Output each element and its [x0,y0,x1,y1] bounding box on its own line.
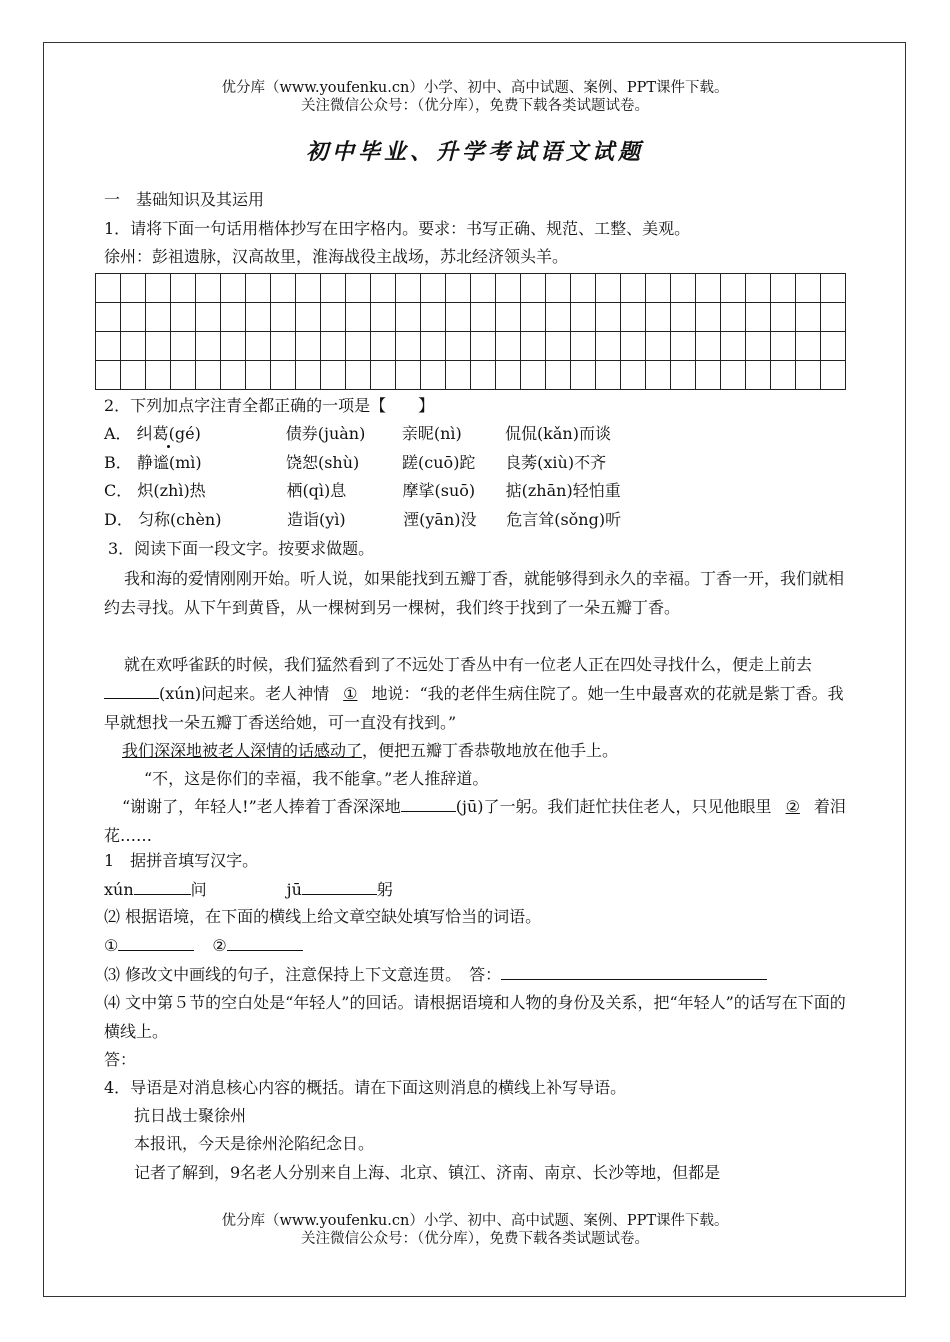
grid-cell[interactable] [521,303,546,332]
option-item: 蹉(cuō)跎 [402,453,476,472]
blank-xun[interactable] [104,683,159,699]
underlined-sentence: 我们深深地被老人深情的话感动了 [122,741,363,760]
option-b[interactable] [104,453,606,473]
answer-line-2[interactable] [227,935,303,951]
grid-cell[interactable] [321,274,346,303]
news-line-2: 记者了解到，9名老人分别来自上海、北京、镇江、济南、南京、长沙等地，但都是 [134,1163,721,1182]
grid-cell[interactable] [321,361,346,390]
writing-grid[interactable] [95,273,846,390]
grid-cell[interactable] [346,303,371,332]
grid-cell[interactable] [371,274,396,303]
grid-cell[interactable] [621,332,646,361]
grid-cell[interactable] [221,274,246,303]
grid-cell[interactable] [721,303,746,332]
grid-cell[interactable] [296,274,321,303]
grid-cell[interactable] [171,332,196,361]
grid-cell[interactable] [271,274,296,303]
grid-cell[interactable] [321,332,346,361]
grid-cell[interactable] [696,274,721,303]
grid-cell[interactable] [271,303,296,332]
grid-cell[interactable] [246,303,271,332]
grid-cell[interactable] [546,274,571,303]
answer-label: 答： [104,1050,137,1069]
grid-cell[interactable] [371,332,396,361]
grid-cell[interactable] [171,303,196,332]
grid-cell[interactable] [721,332,746,361]
grid-cell[interactable] [196,274,221,303]
grid-cell[interactable] [146,361,171,390]
grid-cell[interactable] [396,303,421,332]
grid-row [96,303,846,332]
option-item: 匀称(chèn) [137,510,222,529]
option-item: 掂(zhān)轻怕重 [505,481,621,500]
passage-paragraph-5: “谢谢了，年轻人!”老人捧着丁香深深地 (jū)了一躬。我们赶忙扶住老人，只见他眼里 ② 着泪花…… [104,797,846,845]
grid-cell[interactable] [571,361,596,390]
grid-cell[interactable] [121,332,146,361]
grid-cell[interactable] [471,303,496,332]
option-item: 危言耸(sǒng)听 [506,510,622,529]
grid-cell[interactable] [696,332,721,361]
grid-cell[interactable] [796,274,821,303]
grid-cell[interactable] [821,274,846,303]
grid-cell[interactable] [646,274,671,303]
grid-cell[interactable] [146,274,171,303]
grid-cell[interactable] [621,303,646,332]
grid-cell[interactable] [596,274,621,303]
grid-cell[interactable] [146,332,171,361]
grid-cell[interactable] [721,274,746,303]
grid-cell[interactable] [571,303,596,332]
grid-cell[interactable] [346,274,371,303]
grid-cell[interactable] [121,274,146,303]
grid-cell[interactable] [171,361,196,390]
answer-line-1[interactable] [118,935,194,951]
grid-cell[interactable] [596,332,621,361]
passage-paragraph-2: 就在欢呼雀跃的时候，我们猛然看到了不远处丁香丛中有一位老人正在四处寻找什么，便走上前去(xún)问起来。老人神情 ① 地说：“我的老伴生病住院了。她一生中最喜欢的花就是紫丁香。我早就想找一朵五瓣丁香送给她，可一直没有找到。” [104,655,844,732]
grid-cell[interactable] [396,332,421,361]
grid-cell[interactable] [721,361,746,390]
grid-cell[interactable] [746,274,771,303]
grid-cell[interactable] [546,332,571,361]
option-c[interactable] [104,481,621,501]
sub-question-4: ⑷ 文中第５节的空白处是“年轻人”的回话。请根据语境和人物的身份及关系，把“年轻人”的话写在下面的横线上。 [104,993,846,1041]
grid-cell[interactable] [746,332,771,361]
grid-cell[interactable] [596,361,621,390]
option-a[interactable] [104,424,611,444]
grid-cell[interactable] [821,361,846,390]
grid-cell[interactable] [471,332,496,361]
option-item: 亲昵(nì) [401,424,462,443]
grid-cell[interactable] [246,361,271,390]
grid-cell[interactable] [521,332,546,361]
footer-line-2: 关注微信公众号：（优分库），免费下载各类试题试卷。 [301,1231,649,1247]
grid-cell[interactable] [596,303,621,332]
grid-cell[interactable] [421,361,446,390]
grid-cell[interactable] [196,361,221,390]
grid-cell[interactable] [271,361,296,390]
blank-1[interactable]: ① [343,684,358,703]
grid-cell[interactable] [771,332,796,361]
grid-cell[interactable] [421,274,446,303]
grid-cell[interactable] [546,361,571,390]
grid-cell[interactable] [96,332,121,361]
grid-cell[interactable] [446,361,471,390]
grid-cell[interactable] [196,303,221,332]
grid-cell[interactable] [571,332,596,361]
sub-question-1: 1 据拼音填写汉字。 [104,851,259,870]
option-item: 侃侃(kǎn)而谈 [504,424,611,443]
grid-cell[interactable] [796,361,821,390]
grid-cell[interactable] [221,361,246,390]
grid-cell[interactable] [371,361,396,390]
grid-cell[interactable] [121,303,146,332]
answer-line-ju[interactable] [302,879,377,895]
header-line-1: 优分库（www.youfenku.cn）小学、初中、高中试题、案例、PPT课件下载。 [221,80,729,96]
passage-paragraph-1: 我和海的爱情刚刚开始。听人说，如果能找到五瓣丁香，就能够得到永久的幸福。丁香一开，我们就相约去寻找。从下午到黄昏，从一棵树到另一棵树，我们终于找到了一朵五瓣丁香。 [104,569,845,617]
grid-cell[interactable] [821,303,846,332]
section-heading: 一 基础知识及其运用 [104,190,265,209]
grid-cell[interactable] [396,274,421,303]
passage-paragraph-4: “不，这是你们的幸福，我不能拿。”老人推辞道。 [144,769,489,788]
option-label: D． [104,510,133,529]
option-d[interactable] [104,510,621,530]
option-label: C． [104,481,133,500]
grid-cell[interactable] [446,303,471,332]
grid-cell[interactable] [646,361,671,390]
page-title: 初中毕业、升学考试语文试题 [305,139,644,165]
option-item: 栖(qì)息 [286,481,347,500]
question-4: 4．导语是对消息核心内容的概括。请在下面这则消息的横线上补写导语。 [104,1078,627,1097]
grid-cell[interactable] [521,361,546,390]
grid-cell[interactable] [146,303,171,332]
grid-cell[interactable] [496,332,521,361]
grid-cell[interactable] [546,303,571,332]
footer-line-1: 优分库（www.youfenku.cn）小学、初中、高中试题、案例、PPT课件下载。 [221,1213,729,1229]
grid-cell[interactable] [471,361,496,390]
grid-cell[interactable] [271,332,296,361]
option-label: A． [104,424,132,443]
grid-cell[interactable] [771,361,796,390]
grid-row [96,361,846,390]
grid-cell[interactable] [621,274,646,303]
grid-cell[interactable] [671,274,696,303]
grid-cell[interactable] [296,332,321,361]
grid-row [96,332,846,361]
grid-cell[interactable] [96,361,121,390]
grid-cell[interactable] [121,361,146,390]
option-item: 纠葛(gé) [136,424,201,443]
grid-cell[interactable] [671,303,696,332]
option-label: B． [104,453,132,472]
grid-cell[interactable] [621,361,646,390]
sub-question-2: ⑵ 根据语境，在下面的横线上给文章空缺处填写恰当的词语。 [104,907,542,926]
grid-cell[interactable] [496,361,521,390]
news-headline: 抗日战士聚徐州 [134,1106,247,1125]
word-fill: ① ② [104,935,303,956]
grid-cell[interactable] [571,274,596,303]
option-item: 债券(juàn) [285,424,366,443]
pinyin-fill: xún 问 jū 躬 [104,880,393,899]
grid-cell[interactable] [671,361,696,390]
option-item: 静谧(mì) [136,453,202,472]
header-line-2: 关注微信公众号：（优分库），免费下载各类试题试卷。 [301,98,649,114]
grid-cell[interactable] [221,303,246,332]
grid-cell[interactable] [296,303,321,332]
grid-cell[interactable] [246,332,271,361]
grid-cell[interactable] [646,303,671,332]
grid-cell[interactable] [421,332,446,361]
grid-cell[interactable] [346,361,371,390]
grid-cell[interactable] [796,332,821,361]
option-item: 摩挲(suō) [402,481,476,500]
question-1-sentence: 徐州：彭祖遗脉，汉高故里，淮海战役主战场，苏北经济领头羊。 [104,247,569,266]
grid-cell[interactable] [346,332,371,361]
passage-paragraph-3: 我们深深地被老人深情的话感动了，便把五瓣丁香恭敬地放在他手上。 [122,741,619,760]
grid-cell[interactable] [696,361,721,390]
answer-line-xun[interactable] [134,879,191,895]
grid-cell[interactable] [821,332,846,361]
grid-cell[interactable] [321,303,346,332]
grid-cell[interactable] [171,274,196,303]
question-3: 3．阅读下面一段文字。按要求做题。 [108,539,375,558]
question-1: 1．请将下面一句话用楷体抄写在田字格内。要求：书写正确、规范、工整、美观。 [104,219,691,238]
grid-cell[interactable] [521,274,546,303]
grid-cell[interactable] [96,274,121,303]
grid-row [96,274,846,303]
grid-cell[interactable] [746,303,771,332]
grid-cell[interactable] [671,332,696,361]
grid-cell[interactable] [496,303,521,332]
grid-cell[interactable] [771,303,796,332]
grid-cell[interactable] [771,274,796,303]
option-item: 造诣(yì) [287,510,346,529]
grid-cell[interactable] [646,332,671,361]
answer-line-3[interactable] [501,964,767,980]
grid-cell[interactable] [796,303,821,332]
news-line-1: 本报讯，今天是徐州沦陷纪念日。 [134,1134,375,1153]
option-item: 良莠(xiù)不齐 [505,453,607,472]
grid-cell[interactable] [221,332,246,361]
option-item: 湮(yān)没 [403,510,477,529]
grid-cell[interactable] [746,361,771,390]
sub-question-3: ⑶ 修改文中画线的句子，注意保持上下文意连贯。 答： [104,964,767,985]
grid-cell[interactable] [421,303,446,332]
grid-cell[interactable] [696,303,721,332]
option-item: 炽(zhì)热 [137,481,206,500]
grid-cell[interactable] [496,274,521,303]
grid-cell[interactable] [246,274,271,303]
grid-cell[interactable] [446,332,471,361]
blank-2[interactable]: ② [785,797,800,816]
grid-cell[interactable] [446,274,471,303]
question-2: 2．下列加点字注青全都正确的一项是【 】 [104,396,435,415]
grid-cell[interactable] [196,332,221,361]
option-item: 饶恕(shù) [285,453,360,472]
grid-cell[interactable] [296,361,321,390]
blank-ju[interactable] [401,796,456,812]
grid-cell[interactable] [471,274,496,303]
grid-cell[interactable] [96,303,121,332]
grid-cell[interactable] [396,361,421,390]
grid-cell[interactable] [371,303,396,332]
